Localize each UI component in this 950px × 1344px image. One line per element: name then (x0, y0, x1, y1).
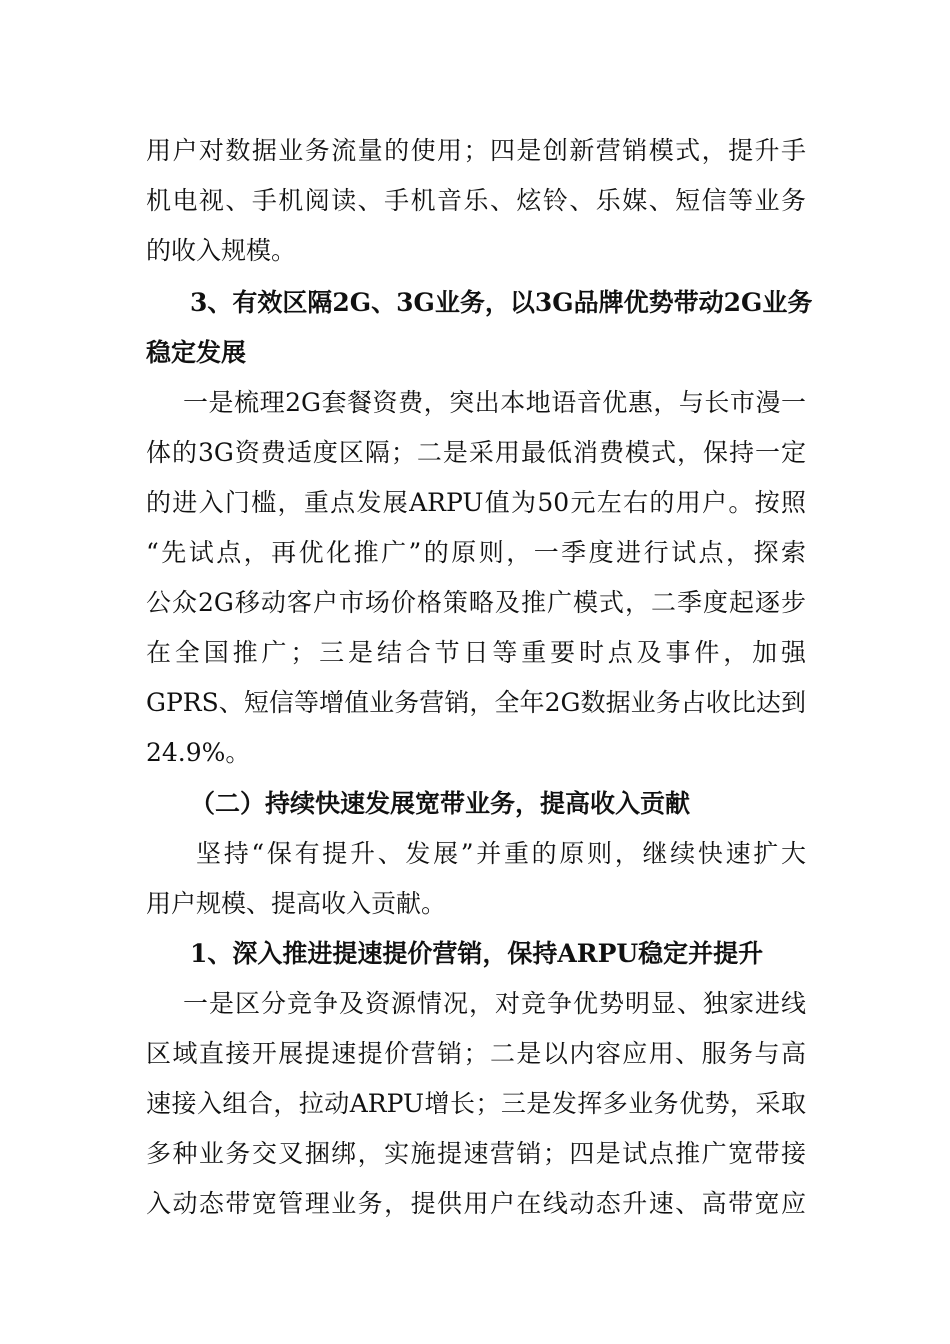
text-line: 多种业务交叉捆绑，实施提速营销；四是试点推广宽带接 (146, 1139, 806, 1168)
text-line: 用户对数据业务流量的使用；四是创新营销模式，提升手 (146, 136, 806, 165)
text-line: 区域直接开展提速提价营销；二是以内容应用、服务与高 (146, 1039, 806, 1068)
text-line: 一是区分竞争及资源情况，对竞争优势明显、独家进线 (183, 989, 806, 1018)
text-line: 用户规模、提高收入贡献。 (146, 889, 447, 918)
heading-line: （二）持续快速发展宽带业务，提高收入贡献 (190, 789, 691, 818)
text-line: 公众2G移动客户市场价格策略及推广模式，二季度起逐步 (146, 588, 806, 617)
text-line: 速接入组合，拉动ARPU增长；三是发挥多业务优势，采取 (146, 1089, 806, 1118)
heading-line: 1、深入推进提速提价营销，保持ARPU稳定并提升 (190, 939, 764, 968)
text-line: 入动态带宽管理业务，提供用户在线动态升速、高带宽应 (146, 1189, 806, 1218)
text-line: GPRS、短信等增值业务营销，全年2G数据业务占收比达到 (146, 688, 806, 717)
text-line: 一是梳理2G套餐资费，突出本地语音优惠，与长市漫一 (183, 388, 806, 417)
text-line: 的进入门槛，重点发展ARPU值为50元左右的用户。按照 (146, 488, 806, 517)
heading-line: 3、有效区隔2G、3G业务，以3G品牌优势带动2G业务 (190, 288, 813, 317)
text-line: 体的3G资费适度区隔；二是采用最低消费模式，保持一定 (146, 438, 806, 467)
text-line: “先试点，再优化推广”的原则，一季度进行试点，探索 (146, 538, 806, 567)
text-line: 24.9%。 (146, 738, 251, 767)
text-line: 机电视、手机阅读、手机音乐、炫铃、乐媒、短信等业务 (146, 186, 806, 215)
text-line: 在全国推广；三是结合节日等重要时点及事件，加强 (146, 638, 806, 667)
heading-line: 稳定发展 (146, 338, 247, 367)
text-line: 坚持“保有提升、发展”并重的原则，继续快速扩大 (196, 839, 806, 868)
text-line: 的收入规模。 (146, 236, 297, 265)
